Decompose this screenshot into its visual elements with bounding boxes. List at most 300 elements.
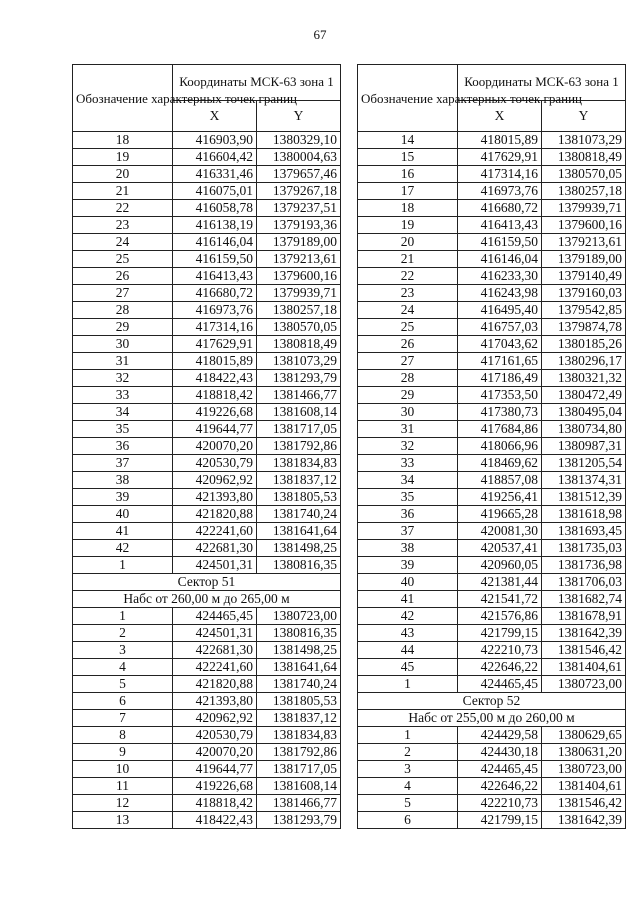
- x-value: 418857,08: [458, 472, 542, 489]
- y-value: 1380987,31: [542, 438, 626, 455]
- point-id: 7: [73, 710, 173, 727]
- table-row: [358, 302, 626, 319]
- y-value: 1381740,24: [257, 506, 341, 523]
- point-id: 21: [73, 183, 173, 200]
- point-id: 19: [358, 217, 458, 234]
- x-value: 417684,86: [458, 421, 542, 438]
- y-value: 1379542,85: [542, 302, 626, 319]
- x-value: 418015,89: [173, 353, 257, 370]
- point-id: 1: [358, 727, 458, 744]
- x-value: 417314,16: [173, 319, 257, 336]
- table-row: [73, 132, 341, 149]
- page-number: 67: [313, 27, 327, 42]
- y-value: 1381512,39: [542, 489, 626, 506]
- table-row: [358, 761, 626, 778]
- x-value: 417186,49: [458, 370, 542, 387]
- x-value: 420960,05: [458, 557, 542, 574]
- y-value: 1381608,14: [257, 404, 341, 421]
- table-row: [358, 778, 626, 795]
- table-row: [358, 472, 626, 489]
- y-value: 1381498,25: [257, 540, 341, 557]
- y-value: 1381073,29: [542, 132, 626, 149]
- point-id: 40: [73, 506, 173, 523]
- x-value: 422210,73: [458, 795, 542, 812]
- x-value: 419256,41: [458, 489, 542, 506]
- table-row: [358, 676, 626, 693]
- y-value: 1381293,79: [257, 370, 341, 387]
- section-label: Набс от 255,00 м до 260,00 м: [358, 710, 626, 727]
- y-value: 1381740,24: [257, 676, 341, 693]
- table-row: [73, 217, 341, 234]
- table-row: [73, 659, 341, 676]
- x-value: 419665,28: [458, 506, 542, 523]
- table-row: [73, 438, 341, 455]
- point-id: 28: [358, 370, 458, 387]
- y-value: 1379189,00: [257, 234, 341, 251]
- table-row: [73, 642, 341, 659]
- point-id: 1: [73, 608, 173, 625]
- table-row: [73, 523, 341, 540]
- y-value: 1380723,00: [257, 608, 341, 625]
- x-value: 422241,60: [173, 659, 257, 676]
- x-value: 421576,86: [458, 608, 542, 625]
- point-id: 35: [73, 421, 173, 438]
- y-value: 1379140,49: [542, 268, 626, 285]
- table-row: [73, 251, 341, 268]
- point-id: 28: [73, 302, 173, 319]
- table-row: [358, 285, 626, 302]
- y-value: 1380818,49: [542, 149, 626, 166]
- point-id: 33: [358, 455, 458, 472]
- point-id: 18: [358, 200, 458, 217]
- y-value: 1381205,54: [542, 455, 626, 472]
- table-row: [73, 285, 341, 302]
- table-row: [358, 506, 626, 523]
- table-row: [73, 404, 341, 421]
- y-value: 1381834,83: [257, 727, 341, 744]
- y-value: 1381693,45: [542, 523, 626, 540]
- table-row: [73, 608, 341, 625]
- table-row: [358, 608, 626, 625]
- x-value: 422646,22: [458, 778, 542, 795]
- y-value: 1379600,16: [257, 268, 341, 285]
- point-id: 22: [358, 268, 458, 285]
- x-value: 416973,76: [173, 302, 257, 319]
- header-y: Y: [257, 100, 341, 131]
- y-value: 1379237,51: [257, 200, 341, 217]
- coordinates-table-right: [357, 64, 626, 829]
- x-value: 421820,88: [173, 506, 257, 523]
- point-id: 2: [73, 625, 173, 642]
- y-value: 1381374,31: [542, 472, 626, 489]
- y-value: 1381717,05: [257, 421, 341, 438]
- point-id: 26: [73, 268, 173, 285]
- x-value: 421799,15: [458, 812, 542, 829]
- x-value: 416680,72: [173, 285, 257, 302]
- x-value: 424501,31: [173, 625, 257, 642]
- point-id: 6: [73, 693, 173, 710]
- y-value: 1381498,25: [257, 642, 341, 659]
- table-row: [358, 183, 626, 200]
- section-label: Сектор 52: [358, 693, 626, 710]
- table-row: [358, 268, 626, 285]
- x-value: 422646,22: [458, 659, 542, 676]
- table-row: [73, 744, 341, 761]
- header-designation: Обозначение характерных точек границ: [73, 65, 173, 132]
- y-value: 1380570,05: [257, 319, 341, 336]
- y-value: 1381837,12: [257, 472, 341, 489]
- section-row: [358, 693, 626, 710]
- table-row: [73, 319, 341, 336]
- x-value: 421541,72: [458, 591, 542, 608]
- section-row: [73, 574, 341, 591]
- x-value: 416233,30: [458, 268, 542, 285]
- point-id: 31: [358, 421, 458, 438]
- y-value: 1381641,64: [257, 523, 341, 540]
- y-value: 1379600,16: [542, 217, 626, 234]
- table-row: [358, 540, 626, 557]
- y-value: 1381735,03: [542, 540, 626, 557]
- table-row: [358, 625, 626, 642]
- table-row: [73, 778, 341, 795]
- y-value: 1379874,78: [542, 319, 626, 336]
- table-body-right: [358, 132, 626, 829]
- table-row: [358, 591, 626, 608]
- header-y: Y: [542, 100, 626, 131]
- table-row: [73, 183, 341, 200]
- y-value: 1379939,71: [257, 285, 341, 302]
- table-row: [358, 489, 626, 506]
- point-id: 23: [73, 217, 173, 234]
- table-row: [73, 302, 341, 319]
- point-id: 44: [358, 642, 458, 659]
- table-body-left: [73, 132, 341, 829]
- x-value: 422681,30: [173, 642, 257, 659]
- y-value: 1379213,61: [257, 251, 341, 268]
- table-row: [358, 659, 626, 676]
- x-value: 421799,15: [458, 625, 542, 642]
- y-value: 1380816,35: [257, 557, 341, 574]
- x-value: 416146,04: [173, 234, 257, 251]
- table-row: [73, 353, 341, 370]
- table-row: [73, 795, 341, 812]
- point-id: 39: [358, 557, 458, 574]
- x-value: 420530,79: [173, 455, 257, 472]
- x-value: 422210,73: [458, 642, 542, 659]
- table-row: [358, 200, 626, 217]
- point-id: 22: [73, 200, 173, 217]
- x-value: 416243,98: [458, 285, 542, 302]
- x-value: 422681,30: [173, 540, 257, 557]
- x-value: 420530,79: [173, 727, 257, 744]
- table-row: [73, 149, 341, 166]
- point-id: 9: [73, 744, 173, 761]
- y-value: 1379160,03: [542, 285, 626, 302]
- x-value: 416680,72: [458, 200, 542, 217]
- point-id: 15: [358, 149, 458, 166]
- header-coordinates: Координаты МСК-63 зона 1: [173, 65, 341, 101]
- x-value: 417380,73: [458, 404, 542, 421]
- y-value: 1379267,18: [257, 183, 341, 200]
- x-value: 424465,45: [173, 608, 257, 625]
- y-value: 1381792,86: [257, 744, 341, 761]
- y-value: 1381608,14: [257, 778, 341, 795]
- y-value: 1381618,98: [542, 506, 626, 523]
- table-row: [358, 744, 626, 761]
- x-value: 420537,41: [458, 540, 542, 557]
- point-id: 32: [73, 370, 173, 387]
- y-value: 1381404,61: [542, 778, 626, 795]
- section-row: [73, 591, 341, 608]
- y-value: 1381805,53: [257, 693, 341, 710]
- section-label: Сектор 51: [73, 574, 341, 591]
- x-value: 420962,92: [173, 472, 257, 489]
- x-value: 420070,20: [173, 744, 257, 761]
- y-value: 1380631,20: [542, 744, 626, 761]
- y-value: 1381546,42: [542, 642, 626, 659]
- point-id: 5: [73, 676, 173, 693]
- x-value: 416413,43: [458, 217, 542, 234]
- y-value: 1379213,61: [542, 234, 626, 251]
- point-id: 1: [73, 557, 173, 574]
- x-value: 421393,80: [173, 693, 257, 710]
- x-value: 416058,78: [173, 200, 257, 217]
- point-id: 8: [73, 727, 173, 744]
- point-id: 1: [358, 676, 458, 693]
- x-value: 419644,77: [173, 421, 257, 438]
- y-value: 1381736,98: [542, 557, 626, 574]
- point-id: 19: [73, 149, 173, 166]
- x-value: 420081,30: [458, 523, 542, 540]
- table-row: [358, 353, 626, 370]
- x-value: 416075,01: [173, 183, 257, 200]
- table-row: [73, 557, 341, 574]
- point-id: 39: [73, 489, 173, 506]
- table-row: [358, 166, 626, 183]
- point-id: 41: [358, 591, 458, 608]
- x-value: 421393,80: [173, 489, 257, 506]
- table-row: [358, 455, 626, 472]
- point-id: 3: [358, 761, 458, 778]
- point-id: 23: [358, 285, 458, 302]
- point-id: 20: [358, 234, 458, 251]
- point-id: 45: [358, 659, 458, 676]
- point-id: 13: [73, 812, 173, 829]
- x-value: 417353,50: [458, 387, 542, 404]
- x-value: 422241,60: [173, 523, 257, 540]
- x-value: 419226,68: [173, 404, 257, 421]
- y-value: 1380185,26: [542, 336, 626, 353]
- section-row: [358, 710, 626, 727]
- point-id: 14: [358, 132, 458, 149]
- point-id: 38: [73, 472, 173, 489]
- y-value: 1379939,71: [542, 200, 626, 217]
- point-id: 17: [358, 183, 458, 200]
- point-id: 37: [358, 523, 458, 540]
- table-row: [358, 217, 626, 234]
- header-x: X: [458, 100, 542, 131]
- y-value: 1381682,74: [542, 591, 626, 608]
- table-row: [73, 710, 341, 727]
- point-id: 4: [73, 659, 173, 676]
- point-id: 29: [358, 387, 458, 404]
- point-id: 43: [358, 625, 458, 642]
- table-row: [358, 438, 626, 455]
- point-id: 40: [358, 574, 458, 591]
- table-row: [73, 761, 341, 778]
- point-id: 27: [73, 285, 173, 302]
- table-row: [73, 421, 341, 438]
- table-row: [358, 642, 626, 659]
- x-value: 417161,65: [458, 353, 542, 370]
- x-value: 416757,03: [458, 319, 542, 336]
- point-id: 12: [73, 795, 173, 812]
- coordinates-table-left: [72, 64, 341, 829]
- y-value: 1380495,04: [542, 404, 626, 421]
- point-id: 31: [73, 353, 173, 370]
- point-id: 37: [73, 455, 173, 472]
- x-value: 418015,89: [458, 132, 542, 149]
- point-id: 33: [73, 387, 173, 404]
- table-row: [358, 370, 626, 387]
- header-coordinates: Координаты МСК-63 зона 1: [458, 65, 626, 101]
- x-value: 417629,91: [458, 149, 542, 166]
- point-id: 4: [358, 778, 458, 795]
- y-value: 1380734,80: [542, 421, 626, 438]
- y-value: 1381642,39: [542, 625, 626, 642]
- table-row: [358, 404, 626, 421]
- y-value: 1381678,91: [542, 608, 626, 625]
- y-value: 1381546,42: [542, 795, 626, 812]
- point-id: 30: [73, 336, 173, 353]
- x-value: 416138,19: [173, 217, 257, 234]
- x-value: 416413,43: [173, 268, 257, 285]
- point-id: 2: [358, 744, 458, 761]
- x-value: 419644,77: [173, 761, 257, 778]
- x-value: 421820,88: [173, 676, 257, 693]
- y-value: 1380321,32: [542, 370, 626, 387]
- table-row: [73, 200, 341, 217]
- table-row: [73, 370, 341, 387]
- x-value: 421381,44: [458, 574, 542, 591]
- point-id: 16: [358, 166, 458, 183]
- point-id: 35: [358, 489, 458, 506]
- point-id: 27: [358, 353, 458, 370]
- table-row: [73, 336, 341, 353]
- y-value: 1380472,49: [542, 387, 626, 404]
- point-id: 29: [73, 319, 173, 336]
- y-value: 1381642,39: [542, 812, 626, 829]
- section-label: Набс от 260,00 м до 265,00 м: [73, 591, 341, 608]
- y-value: 1381641,64: [257, 659, 341, 676]
- point-id: 36: [73, 438, 173, 455]
- table-row: [358, 727, 626, 744]
- x-value: 416159,50: [458, 234, 542, 251]
- table-row: [73, 489, 341, 506]
- point-id: 32: [358, 438, 458, 455]
- point-id: 24: [358, 302, 458, 319]
- table-row: [358, 336, 626, 353]
- point-id: 24: [73, 234, 173, 251]
- y-value: 1381466,77: [257, 387, 341, 404]
- table-row: [73, 506, 341, 523]
- point-id: 20: [73, 166, 173, 183]
- table-row: [358, 387, 626, 404]
- x-value: 418066,96: [458, 438, 542, 455]
- x-value: 424429,58: [458, 727, 542, 744]
- y-value: 1380257,18: [257, 302, 341, 319]
- table-row: [358, 234, 626, 251]
- point-id: 30: [358, 404, 458, 421]
- x-value: 419226,68: [173, 778, 257, 795]
- table-row: [73, 812, 341, 829]
- y-value: 1381706,03: [542, 574, 626, 591]
- x-value: 424501,31: [173, 557, 257, 574]
- table-row: [358, 319, 626, 336]
- point-id: 25: [358, 319, 458, 336]
- x-value: 416146,04: [458, 251, 542, 268]
- table-row: [358, 149, 626, 166]
- table-row: [73, 625, 341, 642]
- point-id: 41: [73, 523, 173, 540]
- y-value: 1381834,83: [257, 455, 341, 472]
- y-value: 1381717,05: [257, 761, 341, 778]
- x-value: 424430,18: [458, 744, 542, 761]
- table-row: [358, 523, 626, 540]
- x-value: 418818,42: [173, 795, 257, 812]
- point-id: 42: [358, 608, 458, 625]
- point-id: 10: [73, 761, 173, 778]
- table-row: [73, 727, 341, 744]
- x-value: 417629,91: [173, 336, 257, 353]
- point-id: 38: [358, 540, 458, 557]
- table-row: [73, 268, 341, 285]
- point-id: 34: [73, 404, 173, 421]
- y-value: 1381073,29: [257, 353, 341, 370]
- y-value: 1381404,61: [542, 659, 626, 676]
- point-id: 5: [358, 795, 458, 812]
- header-x: X: [173, 100, 257, 131]
- point-id: 21: [358, 251, 458, 268]
- y-value: 1381466,77: [257, 795, 341, 812]
- table-row: [73, 693, 341, 710]
- x-value: 420070,20: [173, 438, 257, 455]
- point-id: 26: [358, 336, 458, 353]
- y-value: 1380257,18: [542, 183, 626, 200]
- x-value: 420962,92: [173, 710, 257, 727]
- y-value: 1381293,79: [257, 812, 341, 829]
- x-value: 418818,42: [173, 387, 257, 404]
- table-row: [358, 574, 626, 591]
- table-row: [73, 455, 341, 472]
- point-id: 6: [358, 812, 458, 829]
- y-value: 1380816,35: [257, 625, 341, 642]
- y-value: 1380296,17: [542, 353, 626, 370]
- y-value: 1380723,00: [542, 676, 626, 693]
- header-designation: Обозначение характерных точек границ: [358, 65, 458, 132]
- x-value: 416495,40: [458, 302, 542, 319]
- x-value: 418422,43: [173, 370, 257, 387]
- y-value: 1380004,63: [257, 149, 341, 166]
- table-row: [358, 557, 626, 574]
- x-value: 424465,45: [458, 761, 542, 778]
- table-row: [73, 387, 341, 404]
- x-value: 424465,45: [458, 676, 542, 693]
- x-value: 417043,62: [458, 336, 542, 353]
- table-row: [73, 234, 341, 251]
- x-value: 416903,90: [173, 132, 257, 149]
- x-value: 416973,76: [458, 183, 542, 200]
